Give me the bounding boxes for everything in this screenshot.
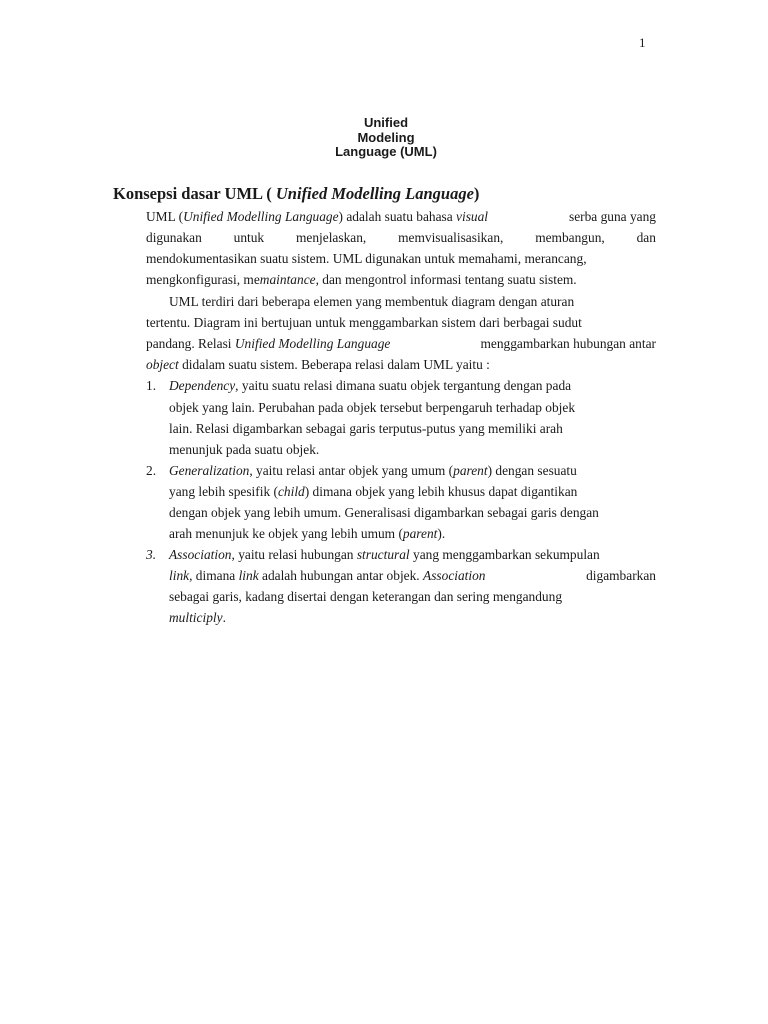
paragraph-1-line-4: mengkonfigurasi, memaintance, dan mengontrol informasi tentang suatu sistem. bbox=[146, 272, 577, 287]
p1-l2-word: membangun, bbox=[535, 230, 605, 245]
section-heading bbox=[113, 184, 479, 204]
paragraph-2-line-2: tertentu. Diagram ini bertujuan untuk menggambarkan sistem dari berbagai sudut bbox=[146, 315, 582, 330]
p2-l3-group-b: menggambarkan hubungan antar bbox=[477, 336, 656, 351]
section-heading-suffix: ) bbox=[473, 184, 480, 203]
list-item-number: 2. bbox=[146, 463, 157, 478]
p1-l2-word: digunakan bbox=[146, 230, 202, 245]
list-item-1-line-1: Dependency, yaitu suatu relasi dimana suatu objek tergantung dengan pada bbox=[169, 378, 572, 393]
title-line-1: Unified bbox=[363, 115, 409, 130]
list-item-2-line-4: arah menunjuk ke objek yang lebih umum (parent). bbox=[169, 526, 446, 541]
p1-l2-word: dan bbox=[636, 230, 656, 245]
list-item-1-line-4: menunjuk pada suatu objek. bbox=[169, 442, 320, 457]
li3-l2-group-b: digambarkan bbox=[579, 568, 656, 583]
list-item-1-line-2: objek yang lain. Perubahan pada objek tersebut berpengaruh terhadap objek bbox=[169, 400, 576, 415]
section-heading-prefix: Konsepsi dasar UML ( bbox=[113, 184, 276, 203]
list-item-3-line-3: sebagai garis, kadang disertai dengan keterangan dan sering mengandung bbox=[169, 589, 563, 604]
list-item-2-line-3: dengan objek yang lebih umum. Generalisasi digambarkan sebagai garis dengan bbox=[169, 505, 599, 520]
p1-l1-group-b: serba guna yang bbox=[565, 209, 656, 224]
title-line-3: Language (UML) bbox=[335, 144, 437, 159]
paragraph-2-line-3 bbox=[146, 336, 656, 352]
p1-l1-group-a: UML (Unified Modelling Language) adalah suatu bahasa visual bbox=[146, 209, 489, 224]
p1-l2-word: untuk bbox=[233, 230, 265, 245]
paragraph-1-line-1 bbox=[146, 209, 656, 225]
paragraph-2-line-4: object didalam suatu sistem. Beberapa relasi dalam UML yaitu : bbox=[146, 357, 490, 372]
list-item-number: 3. bbox=[146, 547, 157, 562]
document-title bbox=[300, 116, 472, 160]
p1-l2-word: menjelaskan, bbox=[295, 230, 367, 245]
li3-l2-group-a: link, dimana link adalah hubungan antar objek. Association bbox=[169, 568, 486, 583]
list-item-3-line-2 bbox=[169, 568, 656, 584]
list-item-3-line-4: multiciply. bbox=[169, 610, 226, 625]
p2-l3-group-a: pandang. Relasi Unified Modelling Language bbox=[146, 336, 391, 351]
list-item-2-line-2: yang lebih spesifik (child) dimana objek yang lebih khusus dapat digantikan bbox=[169, 484, 578, 499]
page-number: 1 bbox=[639, 35, 646, 50]
paragraph-1-line-2 bbox=[146, 230, 656, 246]
paragraph-1-line-3: mendokumentasikan suatu sistem. UML digunakan untuk memahami, merancang, bbox=[146, 251, 587, 266]
list-item-3-line-1: Association, yaitu relasi hubungan structural yang menggambarkan sekumpulan bbox=[169, 547, 600, 562]
list-item-1-line-3: lain. Relasi digambarkan sebagai garis terputus-putus yang memiliki arah bbox=[169, 421, 563, 436]
p1-l2-word: memvisualisasikan, bbox=[398, 230, 504, 245]
section-heading-italic: Unified Modelling Language bbox=[275, 184, 474, 203]
list-item-2-line-1: Generalization, yaitu relasi antar objek yang umum (parent) dengan sesuatu bbox=[169, 463, 577, 478]
list-item-number: 1. bbox=[146, 378, 157, 393]
title-line-2: Modeling bbox=[357, 129, 415, 145]
paragraph-2-line-1: UML terdiri dari beberapa elemen yang membentuk diagram dengan aturan bbox=[169, 294, 575, 309]
